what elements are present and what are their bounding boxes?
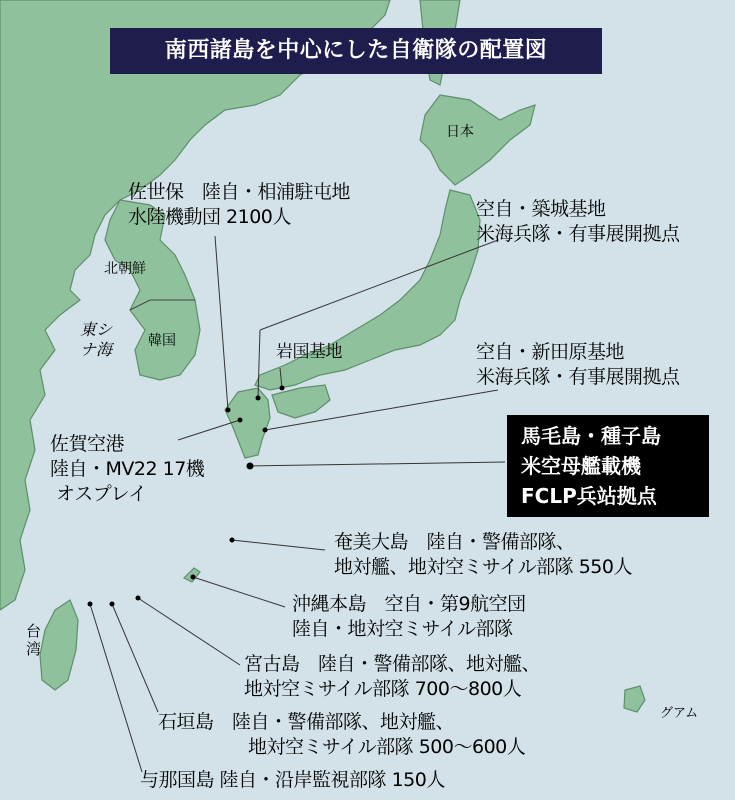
mageshima-dot (247, 463, 254, 470)
site-sasebo-line2: 水陸機動団 2100人 (128, 206, 291, 228)
guam-land (624, 686, 645, 712)
mageshima-line (250, 462, 505, 466)
site-amami-line2: 地対艦、地対空ミサイル部隊 550人 (334, 556, 632, 578)
label-korea: 韓国 (148, 333, 176, 349)
site-ishigaki-line1: 石垣島 陸自・警備部隊、地対艦、 (158, 711, 455, 733)
label-japan: 日本 (446, 124, 474, 140)
site-mageshima-line1: 馬毛島・種子島 (521, 424, 661, 448)
site-tsuiki (476, 197, 680, 247)
label-north-korea: 北朝鮮 (104, 261, 146, 277)
yonaguni-dot (88, 602, 93, 607)
site-saga-line1: 佐賀空港 (50, 433, 125, 455)
site-miyako-line1: 宮古島 陸自・警備部隊、地対艦、 (244, 653, 541, 675)
okinawa-dot (191, 575, 196, 580)
site-iwakuni-line1: 岩国基地 (276, 342, 342, 362)
site-sasebo-line1: 佐世保 陸自・相浦駐屯地 (128, 181, 351, 203)
site-saga (50, 432, 204, 507)
tsuiki-line-2 (258, 330, 260, 398)
site-nyutabaru-line2: 米海兵隊・有事展開拠点 (476, 366, 680, 388)
site-iwakuni (276, 340, 342, 365)
sasebo-line (215, 236, 228, 410)
site-yonaguni (140, 768, 445, 793)
yonaguni-line (90, 604, 142, 772)
site-ishigaki (158, 710, 525, 760)
amami-line (232, 540, 325, 550)
saga-dot (238, 418, 243, 423)
okinawa-line (193, 577, 285, 607)
nyutabaru-dot (263, 428, 268, 433)
map-title: 南西諸島を中心にした自衛隊の配置図 (110, 28, 602, 74)
site-tsuiki-line2: 米海兵隊・有事展開拠点 (476, 223, 680, 245)
miyako-dot (136, 596, 141, 601)
site-okinawa-line2: 陸自・地対空ミサイル部隊 (292, 618, 513, 640)
site-okinawa-line1: 沖縄本島 空自・第9航空団 (292, 593, 526, 615)
site-yonaguni-line1: 与那国島 陸自・沿岸監視部隊 150人 (140, 769, 445, 791)
hokkaido-land (420, 95, 535, 185)
miyako-line (138, 598, 240, 665)
sasebo-dot (226, 408, 231, 413)
site-miyako-line2: 地対空ミサイル部隊 700～800人 (244, 678, 522, 700)
label-guam: グアム (660, 706, 699, 721)
site-tsuiki-line1: 空自・築城基地 (476, 198, 606, 220)
site-saga-line3: オスプレイ (56, 483, 147, 505)
tsuiki-dot (256, 396, 261, 401)
site-mageshima-line2: 米空母艦載機 (521, 454, 641, 478)
site-amami-line1: 奄美大島 陸自・警備部隊、 (334, 531, 575, 553)
site-nyutabaru (476, 340, 680, 390)
site-okinawa (292, 592, 526, 642)
ishigaki-dot (110, 602, 115, 607)
site-nyutabaru-line1: 空自・新田原基地 (476, 341, 625, 363)
site-sasebo (128, 180, 350, 230)
amami-dot (230, 538, 235, 543)
site-miyako (244, 652, 540, 702)
iwakuni-dot (280, 386, 285, 391)
site-mageshima-line3: FCLP兵站拠点 (521, 484, 657, 508)
site-mageshima (507, 415, 709, 517)
site-ishigaki-line2: 地対空ミサイル部隊 500～600人 (248, 736, 526, 758)
site-saga-line2: 陸自・MV22 17機 (50, 458, 205, 480)
label-taiwan: 台湾 (26, 622, 42, 658)
site-amami (334, 530, 632, 580)
label-east-china-sea: 東シナ海 (80, 320, 113, 359)
